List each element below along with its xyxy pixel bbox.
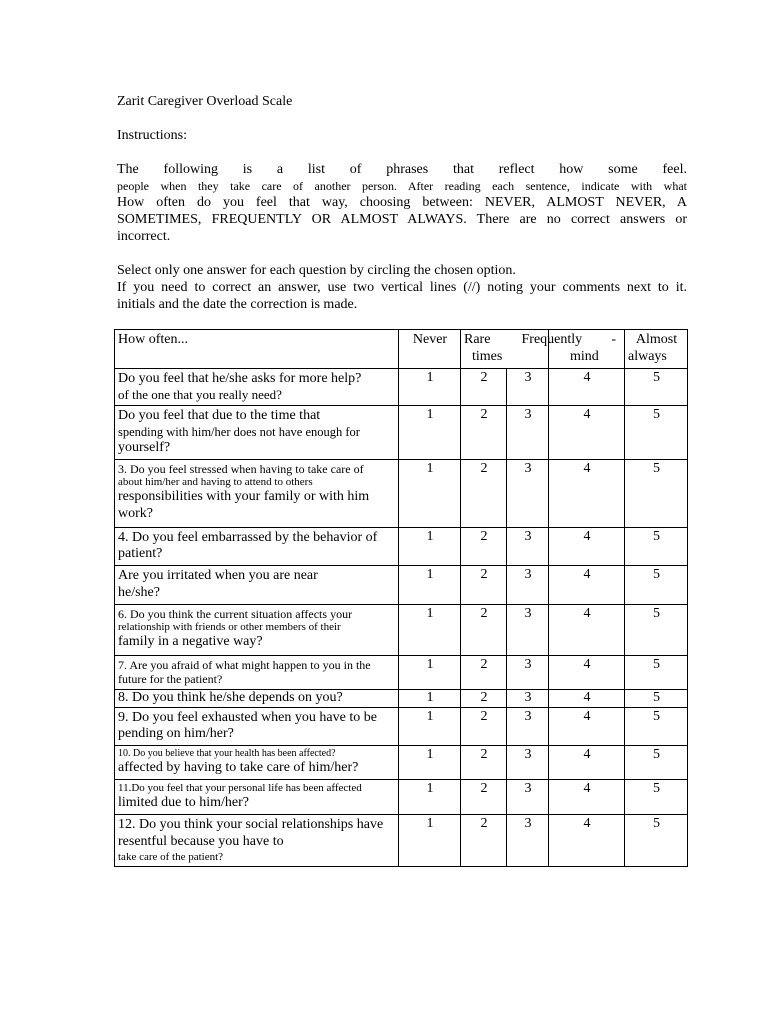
option-4[interactable]: 4 — [549, 405, 625, 459]
option-3[interactable]: 3 — [507, 746, 549, 780]
option-3[interactable]: 3 — [507, 604, 549, 655]
question-text: Do you feel that due to the time that — [118, 407, 321, 423]
question-text: patient? — [118, 546, 163, 562]
option-3[interactable]: 3 — [507, 566, 549, 605]
table-row — [115, 459, 688, 527]
table-header-row — [115, 330, 688, 369]
option-4[interactable]: 4 — [549, 459, 625, 527]
question-text: future for the patient? — [118, 672, 223, 687]
option-1[interactable]: 1 — [399, 780, 461, 815]
question-text: pending on him/her? — [118, 726, 234, 742]
option-2[interactable]: 2 — [461, 746, 507, 780]
option-4[interactable]: 4 — [549, 746, 625, 780]
option-5[interactable]: 5 — [625, 655, 688, 689]
option-3[interactable]: 3 — [507, 405, 549, 459]
option-5[interactable]: 5 — [625, 780, 688, 815]
option-2[interactable]: 2 — [461, 527, 507, 566]
question-text: 11.Do you feel that your personal life has been affected — [118, 782, 362, 795]
option-4[interactable]: 4 — [549, 815, 625, 867]
question-text: 3. Do you feel stressed when having to take care of — [118, 461, 364, 476]
question-text: take care of the patient? — [118, 850, 224, 863]
table-row — [115, 689, 688, 707]
option-3[interactable]: 3 — [507, 815, 549, 867]
option-4[interactable]: 4 — [549, 655, 625, 689]
question-text: he/she? — [118, 584, 160, 600]
question-text: 12. Do you think your social relationships have — [118, 817, 384, 833]
option-3[interactable]: 3 — [507, 689, 549, 707]
option-4[interactable]: 4 — [549, 707, 625, 746]
option-5[interactable]: 5 — [625, 707, 688, 746]
table-row — [115, 604, 688, 655]
table-row — [115, 405, 688, 459]
question-text: Are you irritated when you are near — [118, 568, 318, 584]
header-how-often: How often... — [115, 330, 399, 369]
option-5[interactable]: 5 — [625, 566, 688, 605]
question-text: resentful because you have to — [118, 833, 284, 849]
instruction-line: If you need to correct an answer, use two vertical lines (//) noting your comments next to it. — [117, 280, 687, 295]
option-5[interactable]: 5 — [625, 405, 688, 459]
option-4[interactable]: 4 — [549, 368, 625, 405]
instruction-line: The following is a list of phrases that reflect how some feel. — [117, 162, 687, 177]
option-1[interactable]: 1 — [399, 689, 461, 707]
question-cell — [115, 689, 399, 707]
header-rare-line1: Rare — [464, 332, 491, 347]
header-frequently-dash: - — [611, 332, 616, 347]
header-frequently: Frequently — [521, 332, 583, 347]
option-1[interactable]: 1 — [399, 604, 461, 655]
header-almost: Almost — [635, 332, 678, 347]
option-5[interactable]: 5 — [625, 604, 688, 655]
question-cell — [115, 527, 399, 566]
header-mind: mind — [570, 348, 599, 364]
option-2[interactable]: 2 — [461, 566, 507, 605]
option-2[interactable]: 2 — [461, 780, 507, 815]
option-1[interactable]: 1 — [399, 815, 461, 867]
caregiver-scale-table — [114, 329, 688, 867]
option-5[interactable]: 5 — [625, 815, 688, 867]
option-4[interactable]: 4 — [549, 566, 625, 605]
question-text: yourself? — [118, 439, 171, 455]
option-1[interactable]: 1 — [399, 459, 461, 527]
question-text: responsibilities with your family or with him — [118, 489, 370, 505]
option-3[interactable]: 3 — [507, 527, 549, 566]
table-row — [115, 655, 688, 689]
question-text: 7. Are you afraid of what might happen to you in the — [118, 657, 371, 672]
table-row — [115, 368, 688, 405]
instruction-line: How often do you feel that way, choosing between: NEVER, ALMOST NEVER, A — [117, 195, 687, 210]
instruction-line: Select only one answer for each question by circling the chosen option. — [117, 263, 516, 278]
question-cell — [115, 566, 399, 605]
instruction-line: people when they take care of another person. After reading each sentence, indicate with what — [117, 179, 687, 193]
question-text: family in a negative way? — [118, 634, 263, 650]
question-cell — [115, 815, 399, 867]
question-text: work? — [118, 505, 153, 521]
option-1[interactable]: 1 — [399, 405, 461, 459]
question-text: 8. Do you think he/she depends on you? — [118, 689, 343, 705]
option-2[interactable]: 2 — [461, 707, 507, 746]
header-almost-always — [625, 330, 688, 369]
option-1[interactable]: 1 — [399, 707, 461, 746]
question-text: spending with him/her does not have enough for — [118, 424, 360, 439]
table-row — [115, 815, 688, 867]
option-3[interactable]: 3 — [507, 459, 549, 527]
table-row — [115, 527, 688, 566]
header-rare — [461, 330, 507, 369]
question-text: affected by having to take care of him/her? — [118, 760, 359, 776]
option-1[interactable]: 1 — [399, 566, 461, 605]
instruction-line: incorrect. — [117, 229, 171, 244]
question-text: Do you feel that he/she asks for more help? — [118, 370, 362, 386]
question-cell — [115, 368, 399, 405]
question-cell — [115, 707, 399, 746]
instruction-line: initials and the date the correction is made. — [117, 297, 358, 312]
option-5[interactable]: 5 — [625, 459, 688, 527]
question-text: relationship with friends or other members of their — [118, 621, 341, 634]
option-2[interactable]: 2 — [461, 604, 507, 655]
option-3[interactable]: 3 — [507, 655, 549, 689]
option-2[interactable]: 2 — [461, 405, 507, 459]
question-cell — [115, 746, 399, 780]
option-3[interactable]: 3 — [507, 707, 549, 746]
option-3[interactable]: 3 — [507, 368, 549, 405]
question-text: about him/her and having to attend to others — [118, 475, 313, 488]
option-1[interactable]: 1 — [399, 746, 461, 780]
option-1[interactable]: 1 — [399, 655, 461, 689]
page-title: Zarit Caregiver Overload Scale — [117, 94, 293, 109]
question-cell — [115, 780, 399, 815]
option-2[interactable]: 2 — [461, 689, 507, 707]
header-never: Never — [399, 330, 461, 369]
option-3[interactable]: 3 — [507, 780, 549, 815]
question-text: 10. Do you believe that your health has been affected? — [118, 748, 336, 760]
instructions-label: Instructions: — [117, 128, 187, 143]
option-2[interactable]: 2 — [461, 815, 507, 867]
question-text: limited due to him/her? — [118, 795, 250, 811]
option-2[interactable]: 2 — [461, 459, 507, 527]
question-text: of the one that you really need? — [118, 387, 282, 403]
option-1[interactable]: 1 — [399, 368, 461, 405]
option-5[interactable]: 5 — [625, 527, 688, 566]
option-2[interactable]: 2 — [461, 655, 507, 689]
table-row — [115, 707, 688, 746]
question-cell — [115, 459, 399, 527]
question-cell — [115, 655, 399, 689]
question-cell — [115, 604, 399, 655]
option-4[interactable]: 4 — [549, 689, 625, 707]
option-5[interactable]: 5 — [625, 689, 688, 707]
option-5[interactable]: 5 — [625, 368, 688, 405]
question-text: 4. Do you feel embarrassed by the behavior of — [118, 529, 378, 545]
option-1[interactable]: 1 — [399, 527, 461, 566]
header-frequently-left — [507, 330, 583, 369]
table-row — [115, 746, 688, 780]
option-4[interactable]: 4 — [549, 604, 625, 655]
table-row — [115, 566, 688, 605]
header-rare-line2: times — [472, 348, 503, 364]
instruction-line: SOMETIMES, FREQUENTLY OR ALMOST ALWAYS. There are no correct answers or — [117, 212, 687, 227]
header-always: always — [628, 348, 667, 364]
option-4[interactable]: 4 — [549, 527, 625, 566]
table-row — [115, 780, 688, 815]
option-5[interactable]: 5 — [625, 746, 688, 780]
option-2[interactable]: 2 — [461, 368, 507, 405]
option-4[interactable]: 4 — [549, 780, 625, 815]
question-text: 9. Do you feel exhausted when you have to be — [118, 709, 377, 725]
question-cell — [115, 405, 399, 459]
question-text: 6. Do you think the current situation affects your — [118, 606, 353, 621]
